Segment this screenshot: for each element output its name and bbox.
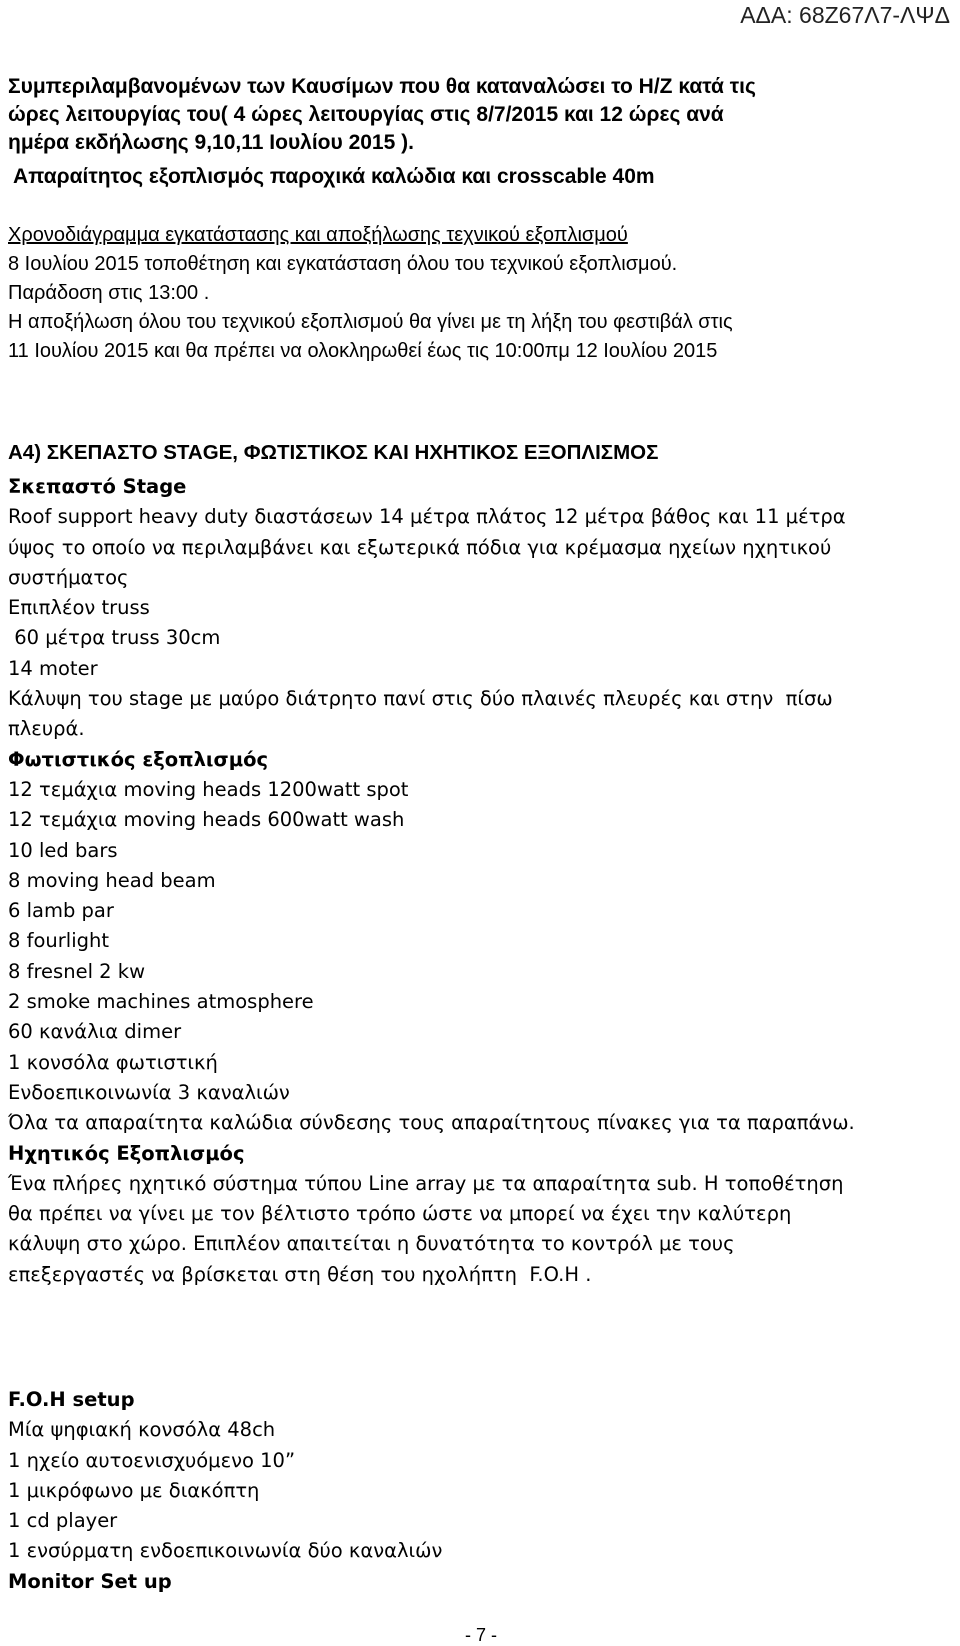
foh-item: 1 ενσύρματη ενδοεπικοινωνία δύο καναλιών <box>8 1539 443 1563</box>
sound-title: Ηχητικός Εξοπλισμός <box>8 1141 245 1165</box>
lighting-item: 2 smoke machines atmosphere <box>8 990 314 1014</box>
sound-line: θα πρέπει να γίνει με τον βέλτιστο τρόπο ώστε να μπορεί να έχει την καλύτερη <box>8 1202 792 1226</box>
lighting-item: Ενδοεπικοινωνία 3 καναλιών <box>8 1080 290 1104</box>
stage-line: πλευρά. <box>8 717 85 741</box>
lighting-item: 8 moving head beam <box>8 868 216 892</box>
stage-line: Roof support heavy duty διαστάσεων 14 μέτρα πλάτος 12 μέτρα βάθος και 11 μέτρα <box>8 505 846 529</box>
section-heading: Α4) ΣΚΕΠΑΣΤΟ STAGE, ΦΩΤΙΣΤΙΚΟΣ ΚΑΙ ΗΧΗΤΙΚΟΣ ΕΞΟΠΛΙΣΜΟΣ <box>8 441 659 464</box>
lighting-title: Φωτιστικός εξοπλισμός <box>8 747 269 771</box>
lighting-item: 1 κονσόλα φωτιστική <box>8 1050 218 1074</box>
fuel-line: ώρες λειτουργίας του( 4 ώρες λειτουργίας στις 8/7/2015 και 12 ώρες ανά <box>8 103 724 126</box>
foh-section <box>8 1385 958 1597</box>
lighting-item: 12 τεμάχια moving heads 600watt wash <box>8 808 405 832</box>
stage-line: συστήματος <box>8 565 129 589</box>
lighting-item: 6 lamb par <box>8 899 114 923</box>
schedule-title: Χρονοδιάγραμμα εγκατάστασης και αποξήλωσης τεχνικού εξοπλισμού <box>8 224 628 246</box>
foh-item: 1 μικρόφωνο με διακόπτη <box>8 1478 260 1502</box>
lighting-item: Όλα τα απαραίτητα καλώδια σύνδεσης τους απαραίτητους πίνακες για τα παραπάνω. <box>8 1111 855 1135</box>
schedule-line: Η αποξήλωση όλου του τεχνικού εξοπλισμού θα γίνει με τη λήξη του φεστιβάλ στις <box>8 311 733 333</box>
foh-title: F.O.H setup <box>8 1388 135 1411</box>
foh-item: Μία ψηφιακή κονσόλα 48ch <box>8 1418 276 1442</box>
schedule-line: 8 Ιουλίου 2015 τοποθέτηση και εγκατάσταση όλου του τεχνικού εξοπλισμού. <box>8 253 678 275</box>
stage-line: 14 moter <box>8 656 98 680</box>
sound-line: επεξεργαστές να βρίσκεται στη θέση του ηχολήπτη F.O.H . <box>8 1262 592 1286</box>
fuel-paragraph <box>8 73 756 157</box>
equipment-line: Απαραίτητος εξοπλισμός παροχικά καλώδια και crosscable 40m <box>8 165 655 188</box>
sound-line: Ένα πλήρες ηχητικό σύστημα τύπου Line array με τα απαραίτητα sub. Η τοποθέτηση <box>8 1171 844 1195</box>
lighting-item: 60 κανάλια dimer <box>8 1020 182 1044</box>
schedule-line: Παράδοση στις 13:00 . <box>8 282 210 304</box>
schedule-line: 11 Ιουλίου 2015 και θα πρέπει να ολοκληρωθεί έως τις 10:00πμ 12 Ιουλίου 2015 <box>8 340 718 362</box>
stage-title: Σκεπαστό Stage <box>8 475 187 498</box>
foh-item: 1 ηχείο αυτοενισχυόμενο 10” <box>8 1448 296 1472</box>
stage-line: 60 μέτρα truss 30cm <box>8 626 221 650</box>
lighting-item: 10 led bars <box>8 838 118 862</box>
specifications-body <box>8 472 958 1290</box>
lighting-item: 12 τεμάχια moving heads 1200watt spot <box>8 777 409 801</box>
sound-line: κάλυψη στο χώρο. Επιπλέον απαιτείται η δυνατότητα το κοντρόλ με τους <box>8 1232 735 1256</box>
ada-reference: ΑΔΑ: 68Ζ67Λ7-ΛΨΔ <box>740 2 950 28</box>
lighting-item: 8 fourlight <box>8 929 109 953</box>
foh-item: 1 cd player <box>8 1509 118 1533</box>
stage-line: Κάλυψη του stage με μαύρο διάτρητο πανί στις δύο πλαινές πλευρές και στην πίσω <box>8 687 833 711</box>
page-number: - 7 - <box>465 1625 498 1645</box>
stage-line: ύψος το οποίο να περιλαμβάνει και εξωτερικά πόδια για κρέμασμα ηχείων ηχητικού <box>8 535 832 559</box>
fuel-line: Συμπεριλαμβανομένων των Καυσίμων που θα καταναλώσει το Η/Ζ κατά τις <box>8 75 756 98</box>
schedule-paragraph <box>8 221 733 366</box>
fuel-line: ημέρα εκδήλωσης 9,10,11 Ιουλίου 2015 ). <box>8 131 414 154</box>
monitor-title: Monitor Set up <box>8 1569 172 1593</box>
stage-line: Επιπλέον truss <box>8 596 150 620</box>
lighting-item: 8 fresnel 2 kw <box>8 959 146 983</box>
